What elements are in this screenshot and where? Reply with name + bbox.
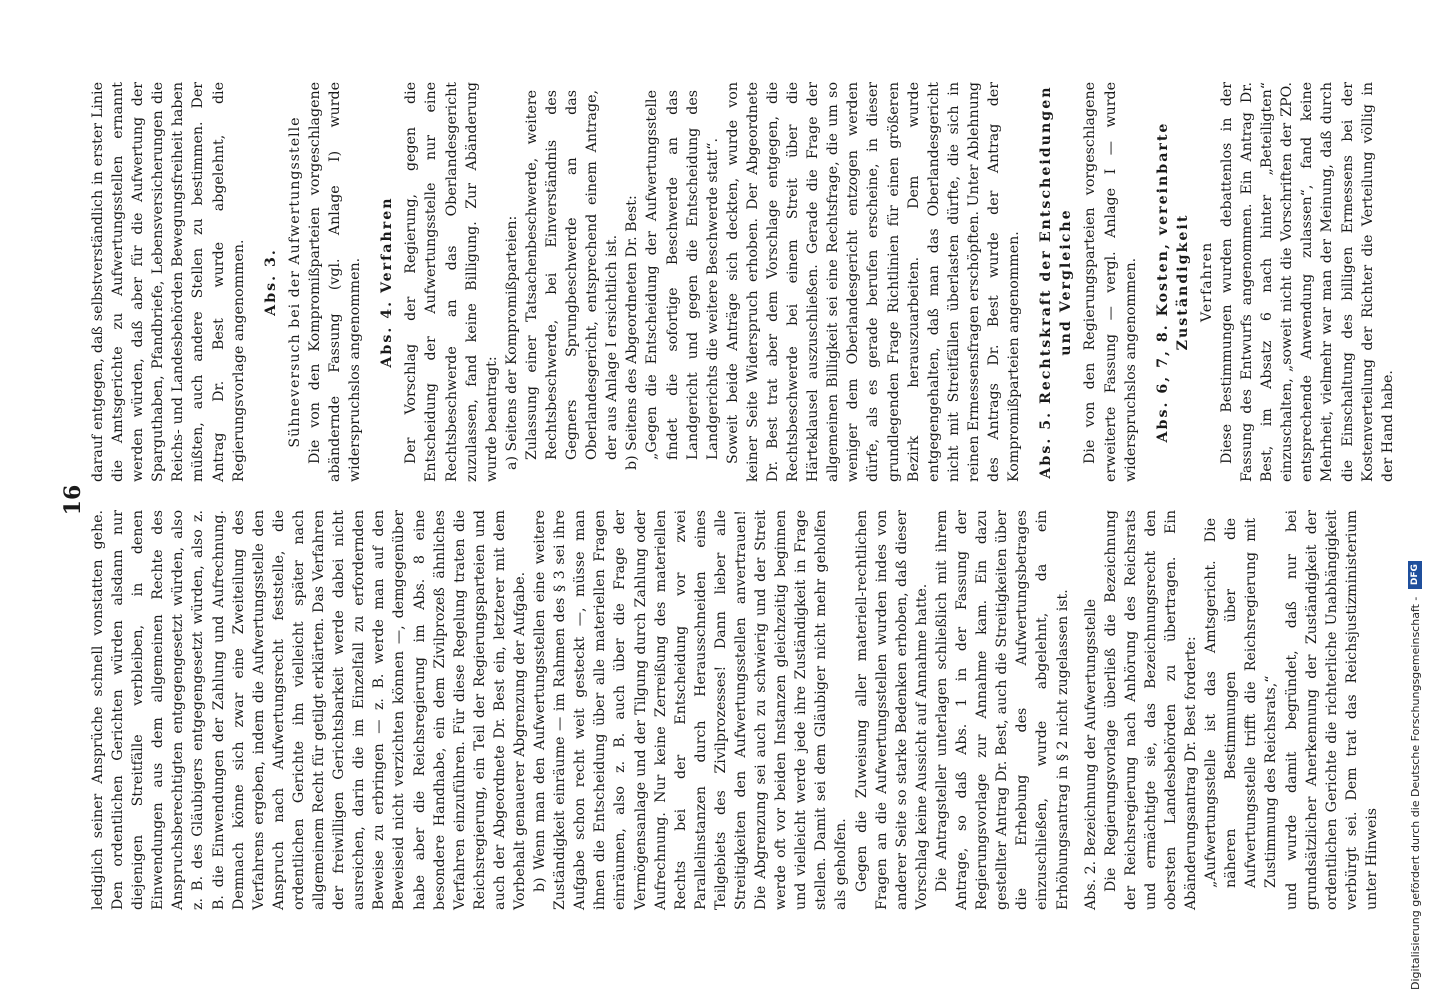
paragraph-gap xyxy=(1073,510,1081,910)
paragraph-gap xyxy=(1024,82,1032,482)
paragraph: Die Antragsteller unterlagen schließlich mit ihrem Antrage, so daß Abs. 1 in der Fassung der Regierungsvorlage zur Annahme kam. Ein dazu gestellter Antrag Dr. Best, auch die Streitigkeiten über die Erhebung des Aufwertungsbetrages einzuschließen, wurde abgelehnt, da ein Erhöhungsantrag in § 2 nicht zugelassen ist. xyxy=(933,510,1071,910)
paragraph: Abs. 2. Bezeichnung der Aufwertungsstelle xyxy=(1082,599,1099,910)
section-subtitle: Verfahren xyxy=(1198,241,1215,323)
section-heading: Abs. 4. Verfahren xyxy=(379,196,396,368)
paragraph: Die Regierungsvorlage überließ die Bezeichnung der Reichsregierung nach Anhörung des Reichsrats und ermächtigte sie, das Bezeichnungsrecht den obersten Landesbehörden zu übertragen. Ein Abänderungsantrag Dr. Best forderte: xyxy=(1102,510,1200,910)
section-heading: Abs. 5. Rechtskraft der Entscheidungen und Vergleiche xyxy=(1038,85,1075,479)
paragraph: und wurde damit begründet, daß nur bei grundsätzlicher Anerkennung der Zuständigkeit der ordentlichen Gerichte die richterliche Unabhängigkeit verbürgt sei. Dem trat das Reichsjustizministerium unter Hinweis xyxy=(1283,510,1380,910)
paragraph: lediglich seiner Ansprüche schnell vonstatten gehe. Den ordentlichen Gerichten würden alsdann nur diejenigen Streitfälle verbleiben, in denen Einwendungen aus dem allgemeinen Rechte des Anspruchsberechtigten entgegengesetzt würden, also z. B. des Gläubigers entgegengesetzt würden, also z. B. die Einwendungen der Zahlung und Aufrechnung. Demnach könne sich zwar eine Zweiteilung des Verfahrens ergeben, indem die Aufwertungsstelle den Anspruch nach Aufwertungsrecht feststelle, die ordentlichen Gerichte ihn vielleicht später nach allgemeinem Recht für getilgt erklärten. Das Verfahren der freiwilligen Gerichtsbarkeit werde dabei nicht ausreichen, darin die im Einzelfall zu erfordernden Beweise zu erbringen — z. B. werde man auf den Beweiseid nicht verzichten können —, demgegenüber habe aber die Reichsregierung im Abs. 8 eine besondere Handhabe, ein dem Zivilprozeß ähnliches Verfahren einzuführen. Für diese Regelung traten die Reichsregierung, ein Teil der Regierungsparteien und auch der Abgeordnete Dr. Best ein, letzterer mit dem Vorbehalt genauerer Abgrenzung der Aufgabe. xyxy=(90,510,528,910)
section-subtitle: Sühneversuch bei der Aufwertungsstelle xyxy=(286,116,303,448)
paragraph: Gegen die Zuweisung aller materiell-rechtlichen Fragen an die Aufwertungsstellen wurden indes von anderer Seite so starke Bedenken erhoben, daß dieser Vorschlag keine Aussicht auf Annahme hatte. xyxy=(853,510,930,910)
dfg-logo: DFG xyxy=(1408,561,1422,589)
paragraph: Soweit beide Anträge sich deckten, wurde von keiner Seite Widerspruch erhoben. Der Abgeordnete Dr. Best trat aber dem Vorschlage entgegen, die Rechtsbeschwerde bei einem Streit über die Härteklausel auszuschließen. Gerade die Frage der allgemeinen Billigkeit sei eine Rechtsfrage, die um so weniger dem Oberlandesgericht entzogen werden dürfe, als es gerade berufen erscheine, in dieser grundlegenden Frage Richtlinien für einen größeren Bezirk herauszuarbeiten. Dem wurde entgegengehalten, daß man das Oberlandesgericht nicht mit Streitfällen überlasten dürfte, die sich in reinen Ermessensfragen erschöpften. Unter Ablehnung des Antrags Dr. Best wurde der Antrag der Kompromißparteien angenommen. xyxy=(724,82,1023,482)
paragraph: b) Wenn man den Aufwertungsstellen eine weitere Zuständigkeit einräume — im Rahmen des § 3 sei ihre Aufgabe schon recht weit gesteckt —, müsse man ihnen die Entscheidung über alle materiellen Fragen einräumen, also z. B. auch über die Frage der Vermögensanlage und der Tilgung durch Zahlung oder Aufrechnung. Nur keine Zerreißung des materiellen Rechts bei der Entscheidung vor zwei Parallelinstanzen durch Herausschneiden eines Teilgebiets des Zivilprozesses! Dann lieber alle Streitigkeiten den Aufwertungsstellen anvertrauen! Die Abgrenzung sei auch zu schwierig und der Streit werde oft vor beiden Instanzen gleichzeitig beginnen und vielleicht werde jede ihre Zuständigkeit in Frage stellen. Damit sei dem Gläubiger nicht mehr geholfen als geholfen. xyxy=(532,510,850,910)
paragraph: Zulassung einer Tatsachenbeschwerde, weitere Rechtsbeschwerde, bei Einverständnis des Gegners Sprungbeschwerde an das Oberlandesgericht, entsprechend einem Antrage, der aus Anlage I ersichtlich ist. xyxy=(523,90,621,460)
paragraph: a) Seitens der Kompromißparteien: xyxy=(503,215,520,470)
right-text-column xyxy=(88,82,1396,482)
paragraph: „Gegen die Entscheidung der Aufwertungsstelle findet die sofortige Beschwerde an das Landgericht und gegen die Entscheidung des Landgerichts die weitere Beschwerde statt“. xyxy=(644,90,721,460)
paragraph: Die von den Regierungsparteien vorgeschlagene erweiterte Fassung — vergl. Anlage I — wurde widerspruchslos angenommen. xyxy=(1082,82,1139,482)
paragraph: Diese Bestimmungen wurden debattenlos in der Fassung des Entwurfs angenommen. Ein Antrag Dr. Best, im Absatz 6 nach hinter „Beteiligten“ einzuschalten, „soweit nicht die Vorschriften der ZPO. entsprechende Anwendung zulassen“, fand keine Mehrheit, vielmehr war man der Meinung, daß durch die Einschaltung des billigen Ermessens bei der Kostenverteilung der Richter die Verteilung völlig in der Hand habe. xyxy=(1218,82,1396,482)
paragraph: darauf entgegen, daß selbstverständlich in erster Linie die Amtsgerichte zu Aufwertungsstellen ernannt werden würden, daß aber für die Aufwertung der Sparguthaben, Pfandbriefe, Lebensversicherungen die Reichs- und Landesbehörden Bewegungsfreiheit haben müßten, auch andere Stellen zu bestimmen. Der Antrag Dr. Best wurde abgelehnt, die Regierungsvorlage angenommen. xyxy=(90,82,247,482)
paragraph-gap xyxy=(249,82,257,482)
page-number: 16 xyxy=(60,484,86,516)
paragraph: Der Vorschlag der Regierung, gegen die Entscheidung der Aufwertungsstelle nur eine Rechtsbeschwerde an das Oberlandesgericht zuzulassen, fand keine Billigung. Zur Abänderung wurde beantragt: xyxy=(403,82,500,482)
footer xyxy=(1404,10,1426,990)
paragraph: b) Seitens des Abgeordneten Dr. Best: xyxy=(624,195,641,470)
left-text-column xyxy=(88,510,1388,910)
paragraph: Die von den Kompromißparteien vorgeschlagene abändernde Fassung (vgl. Anlage I) wurde widerspruchslos angenommen. xyxy=(306,82,364,482)
section-heading: Abs. 3. xyxy=(262,248,279,316)
section-heading: Abs. 6, 7, 8. Kosten, vereinbarte Zuständigkeit xyxy=(1154,121,1191,443)
footer-credit-text: Digitalisierung gefördert durch die Deutsche Forschungsgemeinschaft - xyxy=(1408,596,1422,990)
paragraph-gap xyxy=(1141,82,1149,482)
paragraph: „Aufwertungsstelle ist das Amtsgericht. Die näheren Bestimmungen über die Aufwertungsstelle trifft die Reichsregierung mit Zustimmung des Reichsrats,“ xyxy=(1203,518,1280,888)
paragraph-gap xyxy=(365,82,373,482)
